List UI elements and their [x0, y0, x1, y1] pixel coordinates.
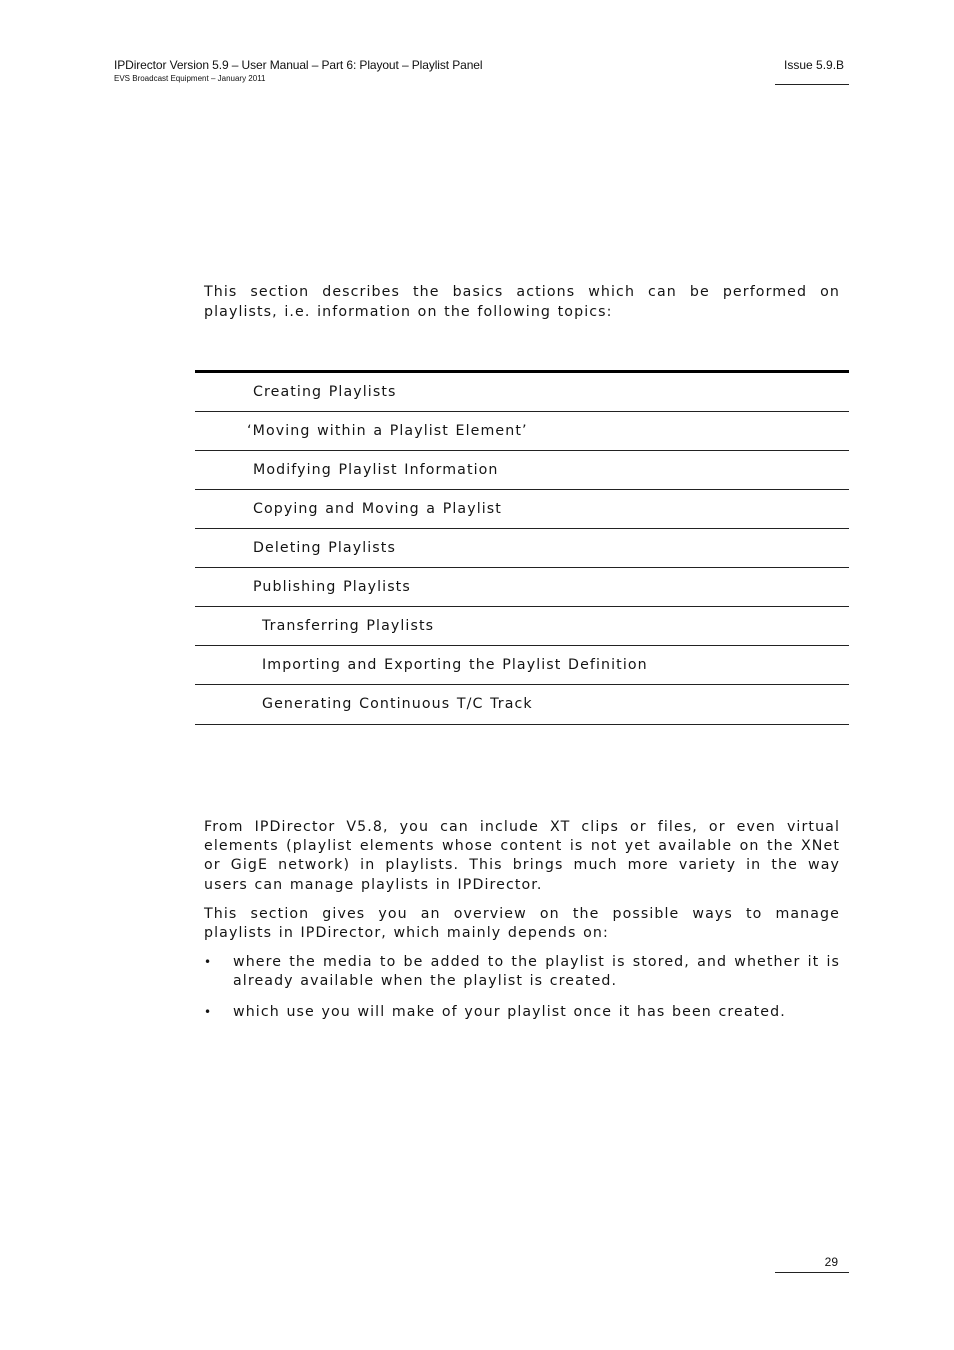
topic-link[interactable]: ‘Moving within a Playlist Element’ — [247, 423, 528, 439]
topic-link[interactable]: Creating Playlists — [253, 384, 397, 400]
topic-row[interactable] — [195, 451, 849, 490]
page-header — [114, 58, 482, 84]
list-item — [204, 953, 840, 991]
overview-section — [204, 818, 840, 1022]
topic-row[interactable] — [195, 490, 849, 529]
topic-row[interactable] — [195, 412, 849, 451]
topic-link[interactable]: Modifying Playlist Information — [253, 462, 499, 478]
bullet-icon: • — [204, 955, 213, 970]
topic-link[interactable]: Generating Continuous T/C Track — [262, 696, 533, 712]
topic-row[interactable] — [195, 529, 849, 568]
topic-link[interactable]: Deleting Playlists — [253, 540, 396, 556]
page-number: 29 — [824, 1255, 838, 1269]
topic-row[interactable] — [195, 685, 849, 725]
header-title: IPDirector Version 5.9 – User Manual – Part 6: Playout – Playlist Panel — [114, 58, 483, 72]
page-footer — [775, 1255, 849, 1273]
topics-table — [195, 370, 849, 725]
topic-row[interactable] — [195, 646, 849, 685]
intro-paragraph: This section describes the basics actions which can be performed on playlists, i.e. information on the following topics: — [204, 284, 840, 320]
topic-link[interactable]: Copying and Moving a Playlist — [253, 501, 502, 517]
overview-paragraph-1: From IPDirector V5.8, you can include XT clips or files, or even virtual elements (playlist elements whose content is not yet available on the XNet or GigE network) in playlists. This brings much more variety in the way users can manage playlists in IPDirector. — [204, 819, 840, 893]
overview-bullet-list — [204, 953, 840, 1022]
bullet-text: where the media to be added to the playlist is stored, and whether it is already available when the playlist is created. — [233, 954, 840, 990]
topic-link[interactable]: Importing and Exporting the Playlist Definition — [262, 657, 648, 673]
list-item — [204, 1003, 840, 1022]
topic-row[interactable] — [195, 568, 849, 607]
bullet-icon: • — [204, 1004, 213, 1019]
header-issue-box — [775, 58, 849, 85]
bullet-text: which use you will make of your playlist once it has been created. — [233, 1003, 786, 1020]
header-issue: Issue 5.9.B — [784, 58, 845, 72]
overview-paragraph-2: This section gives you an overview on the possible ways to manage playlists in IPDirector, which mainly depends on: — [204, 905, 840, 942]
topic-link[interactable]: Publishing Playlists — [253, 579, 411, 595]
topic-link[interactable]: Transferring Playlists — [262, 618, 435, 634]
header-subtitle: EVS Broadcast Equipment – January 2011 — [114, 74, 266, 83]
topic-row[interactable] — [195, 373, 849, 412]
topic-row[interactable] — [195, 607, 849, 646]
